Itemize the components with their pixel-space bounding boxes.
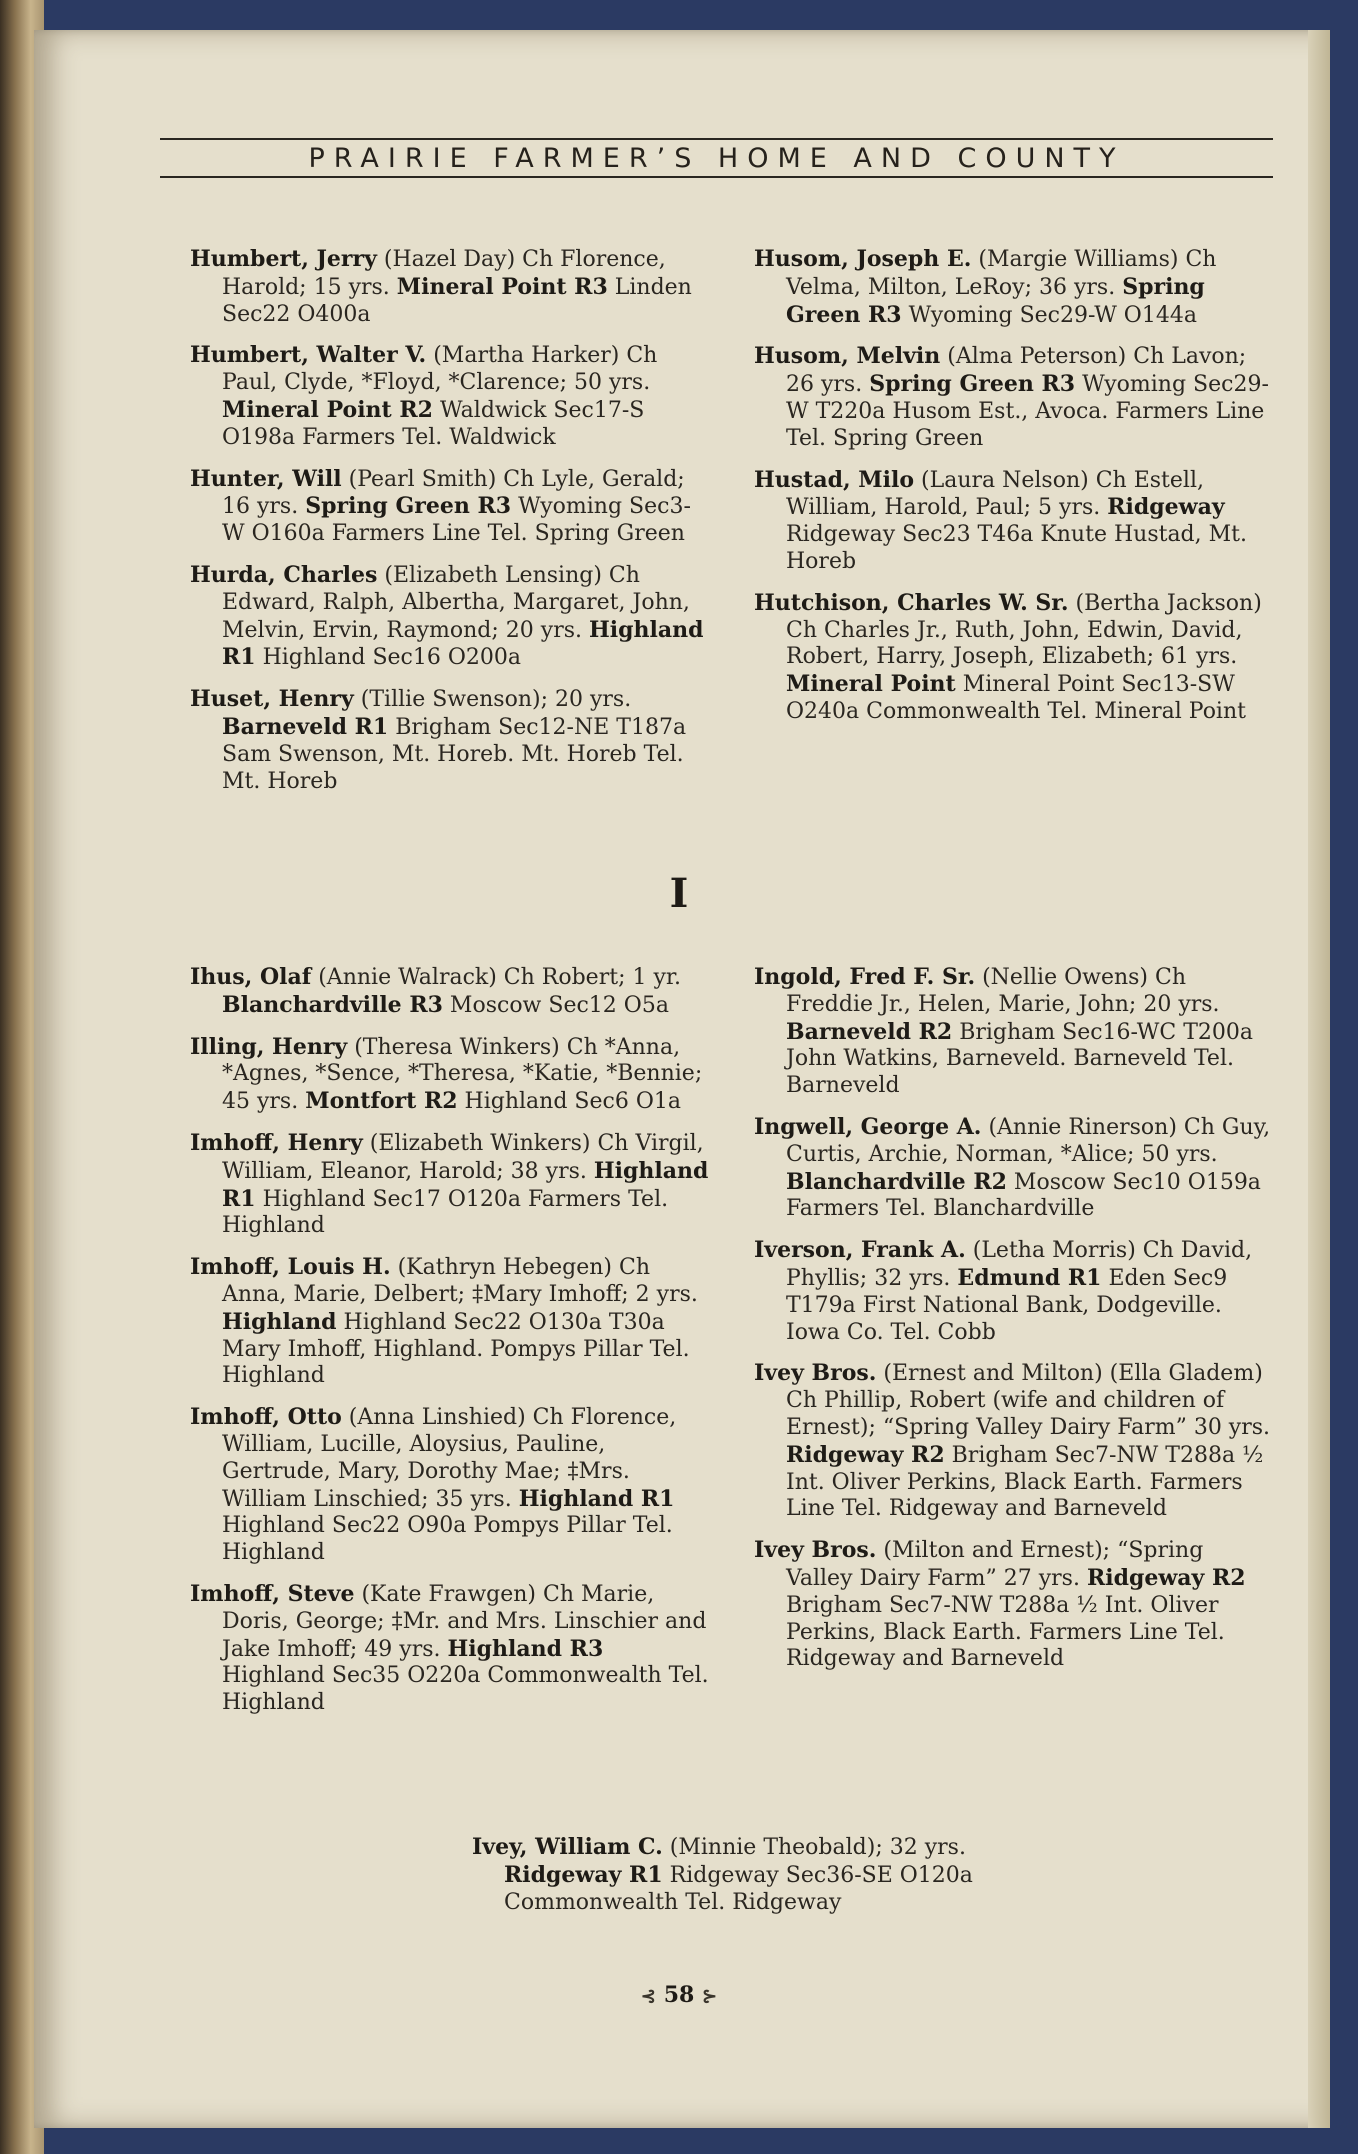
entry-details: (Kathryn Hebegen) Ch Anna, Marie, Delbert; ‡Mary Imhoff; 2 yrs. xyxy=(222,1255,698,1307)
entry-location: Ridgeway Sec23 T46a Knute Hustad, Mt. Horeb xyxy=(786,522,1247,574)
entry-location: Wyoming Sec3-W O160a Farmers Line Tel. Spring Green xyxy=(222,494,691,547)
column-left-top xyxy=(190,246,712,809)
entry-details: (Tillie Swenson); 20 yrs. xyxy=(353,687,632,713)
directory-entry xyxy=(754,246,1274,329)
entry-name: Husom, Melvin xyxy=(754,343,941,370)
directory-entry xyxy=(754,1360,1274,1523)
entry-name: Imhoff, Otto xyxy=(190,1404,342,1431)
entry-location: Eden Sec9 T179a First National Bank, Dodgeville. Iowa Co. Tel. Cobb xyxy=(786,1265,1228,1345)
entry-location: Wyoming Sec29-W T220a Husom Est., Avoca. Farmers Line Tel. Spring Green xyxy=(786,372,1269,451)
entry-details: (Ernest and Milton) (Ella Gladem) Ch Phillip, Robert (wife and children of Ernest); “Spring Valley Dairy Farm” 30 yrs. xyxy=(786,1361,1271,1440)
entry-location: Linden Sec22 O400a xyxy=(222,274,692,327)
entry-location: Brigham Sec7-NW T288a ½ Int. Oliver Perkins, Black Earth. Farmers Line Tel. Ridgeway and Barneveld xyxy=(786,1592,1225,1672)
entry-route: Highland R1 xyxy=(518,1485,675,1512)
entry-details: (Alma Peterson) Ch Lavon; 26 yrs. xyxy=(786,344,1247,398)
entry-location: Highland Sec6 O1a xyxy=(457,1089,681,1115)
entry-location: Brigham Sec16-WC T200a John Watkins, Barneveld. Barneveld Tel. Barneveld xyxy=(786,1019,1253,1099)
entry-location: Moscow Sec10 O159a Farmers Tel. Blanchardville xyxy=(786,1169,1261,1222)
entry-details: (Annie Rinerson) Ch Guy, Curtis, Archie, Norman, *Alice; 50 yrs. xyxy=(786,1114,1271,1167)
entry-name: Humbert, Jerry xyxy=(190,246,377,272)
entry-location: Ridgeway Sec36-SE O120a Commonwealth Tel. Ridgeway xyxy=(504,1862,973,1915)
centered-entry xyxy=(472,1834,1012,1916)
entry-name: Iverson, Frank A. xyxy=(754,1237,966,1264)
entry-location: Highland Sec35 O220a Commonwealth Tel. Highland xyxy=(222,1663,709,1716)
entry-route: Edmund R1 xyxy=(957,1264,1102,1291)
entry-route: Spring Green R3 xyxy=(305,493,512,520)
entry-route: Montfort R2 xyxy=(305,1088,458,1115)
directory-entry xyxy=(190,1130,712,1240)
directory-entry xyxy=(754,1237,1274,1346)
entry-name: Imhoff, Henry xyxy=(190,1129,363,1156)
entry-details: (Elizabeth Lensing) Ch Edward, Ralph, Albertha, Margaret, John, Melvin, Ervin, Raymond; 20 yrs. xyxy=(222,562,690,643)
entry-route: Spring Green R3 xyxy=(786,273,1205,328)
entry-details: (Pearl Smith) Ch Lyle, Gerald; 16 yrs. xyxy=(222,466,685,520)
directory-entry xyxy=(754,590,1274,726)
entry-name: Imhoff, Louis H. xyxy=(190,1254,391,1281)
entry-route: Highland R3 xyxy=(447,1635,604,1662)
entry-route: Highland R1 xyxy=(222,1157,709,1212)
directory-entry xyxy=(754,964,1274,1100)
page-number xyxy=(0,1982,1358,2008)
entry-location: Brigham Sec7-NW T288a ½ Int. Oliver Perkins, Black Earth. Farmers Line Tel. Ridgeway and Barneveld xyxy=(786,1442,1264,1522)
entry-location: Brigham Sec12-NE T187a Sam Swenson, Mt. Horeb. Mt. Horeb Tel. Mt. Horeb xyxy=(222,714,687,794)
entry-route: Ridgeway R2 xyxy=(1086,1564,1246,1591)
entry-details: (Martha Harker) Ch Paul, Clyde, *Floyd, *Clarence; 50 yrs. xyxy=(222,343,658,396)
column-right-bottom xyxy=(754,964,1274,1687)
directory-entry xyxy=(472,1834,1012,1916)
entry-location: Moscow Sec12 O5a xyxy=(442,992,669,1018)
entry-name: Hurda, Charles xyxy=(190,561,378,588)
entry-details: (Bertha Jackson) Ch Charles Jr., Ruth, John, Edwin, David, Robert, Harry, Joseph, Elizabeth; 61 yrs. xyxy=(786,590,1262,670)
directory-entry xyxy=(190,246,712,328)
entry-details: (Nellie Owens) Ch Freddie Jr., Helen, Marie, John; 20 yrs. xyxy=(786,965,1220,1017)
entry-name: Ingwell, George A. xyxy=(754,1113,982,1140)
entry-name: Ivey Bros. xyxy=(754,1360,877,1387)
entry-details: (Minnie Theobald); 32 yrs. xyxy=(662,1835,966,1860)
entry-details: (Milton and Ernest); “Spring Valley Dairy Farm” 27 yrs. xyxy=(786,1538,1204,1591)
entry-details: (Anna Linshied) Ch Florence, William, Lucille, Aloysius, Pauline, Gertrude, Mary, Dorothy Mae; ‡Mrs. William Linschied; 35 yrs. xyxy=(222,1405,677,1512)
directory-entry xyxy=(754,1114,1274,1223)
entry-name: Humbert, Walter V. xyxy=(190,342,427,369)
directory-entry xyxy=(754,1537,1274,1673)
entry-route: Mineral Point R3 xyxy=(396,273,608,300)
entry-route: Ridgeway R1 xyxy=(504,1861,663,1888)
directory-entry xyxy=(190,342,712,451)
entry-location: Highland Sec22 O90a Pompys Pillar Tel. Highland xyxy=(222,1513,673,1566)
entry-route: Blanchardville R2 xyxy=(786,1168,1007,1195)
entry-route: Spring Green R3 xyxy=(869,371,1076,398)
entry-location: Wyoming Sec29-W O144a xyxy=(901,302,1197,328)
directory-entry xyxy=(190,686,712,795)
directory-entry xyxy=(190,1034,712,1116)
entry-name: Ingold, Fred F. Sr. xyxy=(754,964,976,990)
directory-entry xyxy=(190,964,712,1020)
entry-name: Imhoff, Steve xyxy=(190,1580,355,1607)
entry-route: Blanchardville R3 xyxy=(222,991,443,1018)
entry-name: Husom, Joseph E. xyxy=(754,246,972,272)
directory-entry xyxy=(190,1581,712,1717)
entry-name: Hustad, Milo xyxy=(754,466,915,493)
running-header xyxy=(160,138,1273,178)
directory-entry xyxy=(754,343,1274,452)
entry-details: (Laura Nelson) Ch Estell, William, Harold, Paul; 5 yrs. xyxy=(786,467,1204,521)
entry-details: (Margie Williams) Ch Velma, Milton, LeRoy; 36 yrs. xyxy=(786,247,1217,300)
entry-location: Highland Sec17 O120a Farmers Tel. Highland xyxy=(222,1186,669,1239)
entry-location: Waldwick Sec17-S O198a Farmers Tel. Waldwick xyxy=(222,397,645,450)
entry-details: (Annie Walrack) Ch Robert; 1 yr. xyxy=(311,965,681,990)
entry-location: Mineral Point Sec13-SW O240a Commonwealth Tel. Mineral Point xyxy=(786,672,1246,724)
entry-location: Highland Sec22 O130a T30a Mary Imhoff, Highland. Pompys Pillar Tel. Highland xyxy=(222,1309,690,1389)
entry-name: Ivey, William C. xyxy=(472,1834,663,1860)
entry-name: Hutchison, Charles W. Sr. xyxy=(754,589,1069,616)
ornament-left: ⊰ xyxy=(640,1986,657,2007)
entry-name: Illing, Henry xyxy=(190,1033,348,1060)
entry-route: Highland xyxy=(222,1308,337,1335)
entry-details: (Elizabeth Winkers) Ch Virgil, William, Eleanor, Harold; 38 yrs. xyxy=(222,1130,704,1184)
entry-name: Hunter, Will xyxy=(190,465,342,492)
entry-route: Mineral Point xyxy=(786,671,956,698)
entry-route: Ridgeway xyxy=(1107,494,1225,521)
section-letter: I xyxy=(669,870,689,917)
entry-details: (Hazel Day) Ch Florence, Harold; 15 yrs. xyxy=(222,247,666,300)
entry-details: (Theresa Winkers) Ch *Anna, *Agnes, *Sence, *Theresa, *Katie, *Bennie; 45 yrs. xyxy=(222,1034,703,1115)
entry-route: Barneveld R1 xyxy=(222,713,389,740)
entry-name: Ihus, Olaf xyxy=(190,964,312,990)
page-number-text: 58 xyxy=(663,1982,695,2008)
directory-entry xyxy=(190,562,712,672)
page-edge xyxy=(1308,30,1330,2128)
column-right-top xyxy=(754,246,1274,740)
directory-entry xyxy=(190,1404,712,1567)
header-title: PRAIRIE FARMER’S HOME AND COUNTY xyxy=(308,143,1125,174)
directory-entry xyxy=(190,466,712,548)
ornament-right: ⊱ xyxy=(701,1986,718,2007)
entry-route: Barneveld R2 xyxy=(786,1018,953,1045)
entry-location: Highland Sec16 O200a xyxy=(255,645,522,671)
directory-entry xyxy=(190,1254,712,1390)
directory-entry xyxy=(754,467,1274,576)
column-left-bottom xyxy=(190,964,712,1731)
entry-name: Ivey Bros. xyxy=(754,1537,877,1564)
entry-route: Mineral Point R2 xyxy=(222,396,433,423)
entry-name: Huset, Henry xyxy=(190,686,354,713)
entry-details: (Letha Morris) Ch David, Phyllis; 32 yrs. xyxy=(786,1238,1253,1291)
entry-route: Ridgeway R2 xyxy=(786,1441,945,1468)
entry-details: (Kate Frawgen) Ch Marie, Doris, George; ‡Mr. and Mrs. Linschier and Jake Imhoff; 49 yrs. xyxy=(222,1581,707,1662)
entry-route: Highland R1 xyxy=(222,616,704,671)
